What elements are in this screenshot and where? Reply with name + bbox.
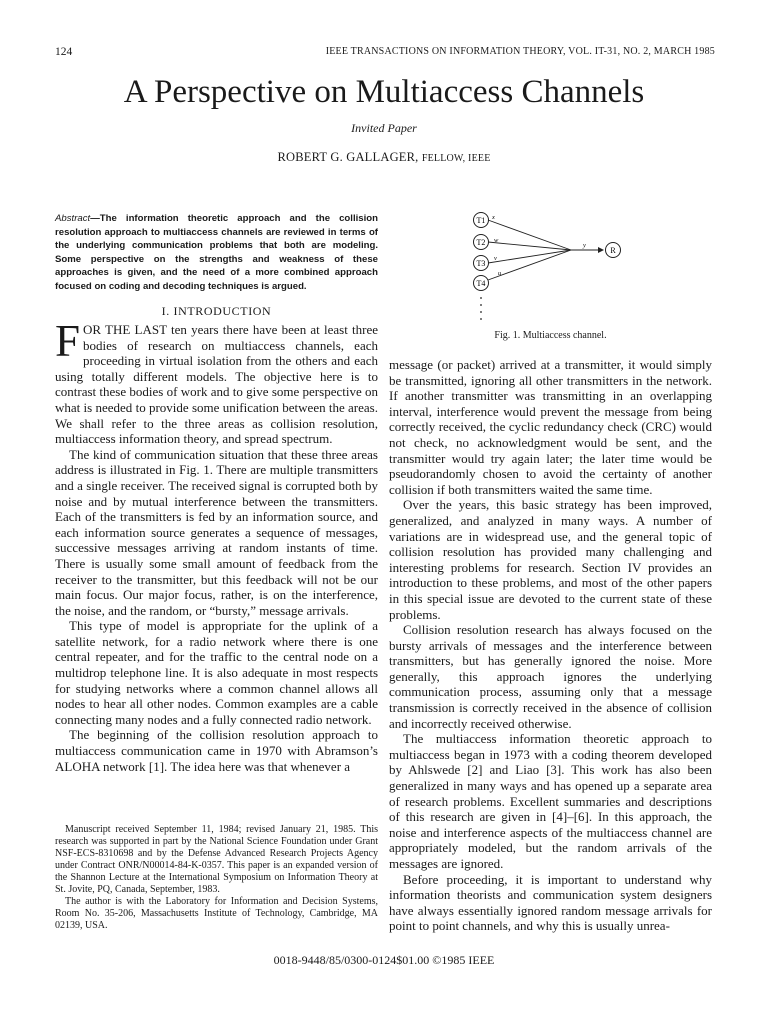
transmitter-t4 [474, 276, 489, 291]
input-u-label: u [498, 270, 502, 277]
input-w-label: w [494, 237, 499, 244]
paragraph-4: The beginning of the collision resolution approach to multiaccess communication came in 1970 with Abramson’s ALOHA network [1]. The idea here was that whenever a [55, 727, 378, 774]
running-header: IEEE TRANSACTIONS ON INFORMATION THEORY, VOL. IT-31, NO. 2, MARCH 1985 [325, 46, 715, 57]
t2-label: T2 [476, 238, 486, 247]
receiver-r [606, 243, 621, 258]
right-column [389, 357, 712, 934]
input-v-label: v [494, 255, 497, 262]
figure-caption: Fig. 1. Multiaccess channel. [494, 330, 607, 341]
arrow-icon [598, 247, 604, 253]
author-name: ROBERT G. GALLAGER, [277, 150, 419, 164]
abstract [55, 212, 378, 293]
author-line [0, 150, 768, 165]
multiaccess-channel-figure [466, 205, 646, 325]
footnote [55, 824, 378, 932]
footnote-manuscript: Manuscript received September 11, 1984; revised January 21, 1985. This research was supported in part by the National Science Foundation under Grant NSF-ECS-8310698 and by the Defense Advanced Research Projects Agency under Contract ONR/N00014-84-K-0357. This paper is an expanded version of the Shannon Lecture at the International Symposium on Information Theory at St. Jovite, PQ, Canada, September, 1983. [55, 824, 378, 895]
paragraph-8: The multiaccess information theoretic approach to multiaccess began in 1973 with a coding theorem developed by Ahlswede [2] and Liao [3]. This work has also been generalized in many ways and has opened up a separate area of research problems. Excellent summaries and descriptions of this research are given in [4]–[6]. In this approach, the noise and interference aspects of the multiaccess channel are appropriately modeled, but the random arrivals of the messages are ignored. [389, 731, 712, 871]
t1-label: T1 [476, 216, 486, 225]
transmitter-t1 [474, 213, 489, 228]
left-column [55, 316, 378, 774]
input-x-label: x [492, 214, 495, 221]
transmitter-t2 [474, 235, 489, 250]
abstract-lead: Abstract [55, 213, 91, 224]
section-heading: I. INTRODUCTION [161, 304, 272, 318]
paragraph-5: message (or packet) arrived at a transmitter, it would simply be transmitted, ignoring all other transmitters in the network. If another transmitter was transmitting in an overlapping interval, interference would prevent the message from being correctly received, the cyclic redundancy check (CRC) would not check, no acknowledgment would be sent, and the transmitter would try again later; the later time would be pseudorandomly chosen to avoid the certainty of another collision if both transmitters waited the same time. [389, 357, 712, 497]
footnote-affiliation: The author is with the Laboratory for Information and Decision Systems, Room No. 35-206, Massachusetts Institute of Technology, Cambridge, MA 02139, USA. [55, 896, 378, 931]
paragraph-7: Collision resolution research has always focused on the bursty arrivals of messages and the interference between transmitters, but has generally ignored the noise. More generally, this approach ignores the underlying communication process, assuming only that a message transmission is correctly received in the absence of collision and incorrectly received otherwise. [389, 622, 712, 731]
channel-lines [488, 220, 598, 280]
copyright-footer: 0018-9448/85/0300-0124$01.00 ©1985 IEEE [273, 953, 495, 967]
paragraph-2: The kind of communication situation that these three areas address is illustrated in Fig. 1. There are multiple transmitters and a single receiver. The received signal is corrupted both by noise and by mutual interference between the transmitters. Each of the transmitters is fed by an information source, and each information source generates a sequence of messages, successive messages arriving at random instants of time. There is usually some small amount of feedback from the receiver to the transmitter, but this feedback will not be our main focus. Our major focus, rather, is on the interference, the noise, and the random, or “bursty,” message arrivals. [55, 446, 378, 618]
t3-label: T3 [476, 259, 486, 268]
author-grade: FELLOW, IEEE [421, 153, 491, 164]
transmitter-t3 [474, 256, 489, 271]
paragraph-9: Before proceeding, it is important to understand why information theorists and communication system designers have always essentially ignored random message arrivals for point to point channels, and why this is usually unrea- [389, 871, 712, 934]
r-label: R [610, 246, 616, 255]
paragraph-1 [55, 316, 378, 447]
paper-title: A Perspective on Multiaccess Channels [123, 74, 645, 110]
output-y-label: y [583, 242, 586, 249]
paragraph-6: Over the years, this basic strategy has been improved, generalized, and analyzed in many ways. A number of variations are in widespread use, and the general topic of collision resolution has provided many challenging and interesting problems for research. Section IV provides an introduction to these problems, and most of the other papers in this special issue are devoted to the current state of these problems. [389, 497, 712, 622]
t4-label: T4 [476, 279, 486, 288]
ellipsis-dots [480, 297, 482, 320]
paragraph-3: This type of model is appropriate for the uplink of a satellite network, for a radio network where there is one central repeater, and for the traffic to the central node on a multidrop telephone line. It is also adequate in most respects for studying networks where a common channel allows all nodes to hear all other nodes. Common examples are a cable connecting many nodes and a fully connected radio network. [55, 618, 378, 727]
paper-subtitle: Invited Paper [351, 121, 417, 135]
page-number: 124 [55, 46, 73, 58]
abstract-text: —The information theoretic approach and the collision resolution approach to multiaccess channels are reviewed in terms of the underlying communication problems that both are modeling. Some perspective on the strengths and weakness of these approaches is given, and the need of a more combined approach focused on coding and decoding techniques is argued. [55, 213, 378, 292]
drop-cap: F [55, 316, 81, 366]
paragraph-1-text: OR THE LAST ten years there have been at least three bodies of research on multiaccess channels, each proceeding in virtual isolation from the others and each using totally different models. The objective here is to contrast these bodies of work and to give some perspective on what is needed to provide some unification between the areas. We shall refer to the three areas as collision resolution, multiaccess information theory, and spread spectrum. [55, 322, 378, 447]
